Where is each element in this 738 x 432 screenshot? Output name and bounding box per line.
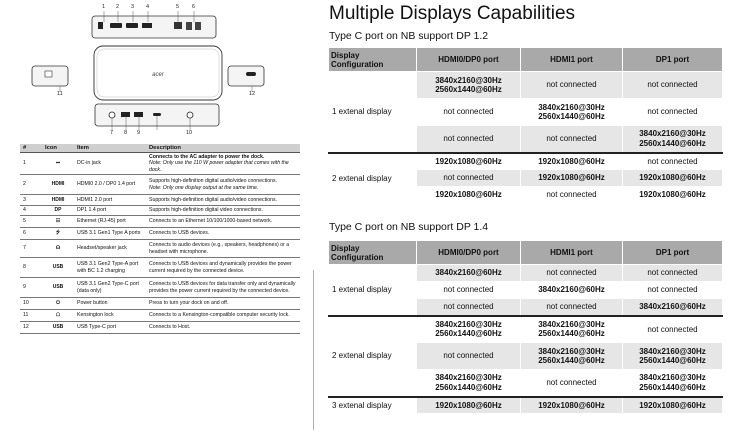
display-config-label: 2 extenal display xyxy=(329,316,417,397)
capability-row xyxy=(329,397,723,414)
port-description-main: Connects to USB devices and dynamically provides the power current required by the connected device. xyxy=(149,261,292,274)
port-description xyxy=(146,278,300,298)
port-number: 8 xyxy=(20,258,42,278)
port-description xyxy=(146,216,300,228)
port-row xyxy=(20,153,300,175)
port-resolution: 1920x1080@60Hz xyxy=(623,397,723,414)
port-resolution: 1920x1080@60Hz xyxy=(417,153,521,170)
header-dp1: DP1 port xyxy=(623,48,723,72)
kensington-lock-icon: ☖ xyxy=(42,310,74,322)
port-resolution: 3840x2160@30Hz 2560x1440@60Hz xyxy=(417,72,521,99)
port-number: 11 xyxy=(20,310,42,322)
ethernet-icon: ☷ xyxy=(42,216,74,228)
port-item: Kensington lock xyxy=(74,310,146,322)
displayport-icon: DP xyxy=(42,206,74,216)
port-status-not-connected: not connected xyxy=(623,316,723,343)
port-resolution: 1920x1080@60Hz xyxy=(417,397,521,414)
capability-row xyxy=(329,153,723,170)
hdmi-icon: HDMI xyxy=(42,175,74,195)
port-resolution: 3840x2160@60Hz xyxy=(417,265,521,282)
port-status-not-connected: not connected xyxy=(623,99,723,126)
port-description-main: Supports high-definition digital audio/video connections. xyxy=(149,196,278,203)
callout-12: 12 xyxy=(249,91,256,97)
port-table xyxy=(20,144,300,334)
dock-illustration xyxy=(0,0,322,142)
port-status-not-connected: not connected xyxy=(417,282,521,299)
port-description-main: Connects to audio devices (e.g., speakers, headphones) or a headset with microphone. xyxy=(149,242,290,255)
port-description xyxy=(146,175,300,195)
capability-table-dp14 xyxy=(328,240,723,414)
col-icon-header: Icon xyxy=(42,144,74,153)
port-status-not-connected: not connected xyxy=(417,299,521,316)
port-status-not-connected: not connected xyxy=(623,282,723,299)
dock-right-view xyxy=(228,66,264,92)
port-description xyxy=(146,153,300,175)
port-description xyxy=(146,206,300,216)
port-number: 6 xyxy=(20,228,42,240)
port-description xyxy=(146,298,300,310)
dock-rear-view xyxy=(92,11,216,38)
port-resolution: 3840x2160@30Hz 2560x1440@60Hz xyxy=(623,343,723,370)
dock-top-view xyxy=(94,46,222,100)
port-status-not-connected: not connected xyxy=(417,343,521,370)
port-item: DC-in jack xyxy=(74,153,146,175)
port-number: 9 xyxy=(20,278,42,298)
header-hdmi1: HDMI1 port xyxy=(521,48,623,72)
port-status-not-connected: not connected xyxy=(521,72,623,99)
header-hdmi0-dp0: HDMI0/DP0 port xyxy=(417,48,521,72)
port-item: Power button xyxy=(74,298,146,310)
port-item: USB Type-C port xyxy=(74,322,146,334)
port-status-not-connected: not connected xyxy=(623,153,723,170)
port-resolution: 1920x1080@60Hz xyxy=(521,170,623,187)
callout-1: 1 xyxy=(102,4,106,10)
section-title-dp12: Type C port on NB support DP 1.2 xyxy=(329,30,489,42)
port-resolution: 3840x2160@30Hz 2560x1440@60Hz xyxy=(521,343,623,370)
power-icon: ⏻ xyxy=(42,298,74,310)
acer-logo: acer xyxy=(152,72,164,78)
port-description xyxy=(146,228,300,240)
port-description-main: Supports high-definition digital video connections. xyxy=(149,207,263,214)
port-status-not-connected: not connected xyxy=(417,126,521,153)
port-item: Ethernet (RJ-45) port xyxy=(74,216,146,228)
port-description-main: Connects to USB devices. xyxy=(149,230,210,237)
port-resolution: 3840x2160@30Hz 2560x1440@60Hz xyxy=(623,370,723,397)
display-config-label: 1 extenal display xyxy=(329,72,417,153)
column-divider xyxy=(313,270,314,430)
callout-7: 7 xyxy=(110,130,114,136)
callout-4: 4 xyxy=(146,4,150,10)
usb-icon: ⭍ xyxy=(42,228,74,240)
capability-header-row xyxy=(329,241,723,265)
capability-header-row xyxy=(329,48,723,72)
col-item-header: Item xyxy=(74,144,146,153)
port-status-not-connected: not connected xyxy=(417,99,521,126)
port-row xyxy=(20,195,300,206)
port-description-main: Connects to the AC adapter to power the dock. xyxy=(149,154,265,161)
hdmi-icon: HDMI xyxy=(42,195,74,206)
port-row xyxy=(20,278,300,298)
port-status-not-connected: not connected xyxy=(521,265,623,282)
port-description-main: Connects to a Kensington-compatible computer security lock. xyxy=(149,312,290,319)
port-status-not-connected: not connected xyxy=(623,72,723,99)
port-item: Headset/speaker jack xyxy=(74,240,146,258)
display-config-label: 2 extenal display xyxy=(329,153,417,204)
port-row xyxy=(20,228,300,240)
port-resolution: 3840x2160@30Hz 2560x1440@60Hz xyxy=(521,99,623,126)
port-row xyxy=(20,206,300,216)
port-resolution: 1920x1080@60Hz xyxy=(521,397,623,414)
page-title: Multiple Displays Capabilities xyxy=(329,3,576,24)
usb-c-icon: USB xyxy=(42,322,74,334)
header-hdmi0-dp0: HDMI0/DP0 port xyxy=(417,241,521,265)
callout-2: 2 xyxy=(116,4,120,10)
callout-10: 10 xyxy=(186,130,193,136)
port-description xyxy=(146,240,300,258)
port-description-note: Note: Only use the 110 W power adapter that comes with the dock. xyxy=(149,160,289,173)
port-item: HDMI1 2.0 port xyxy=(74,195,146,206)
port-item: USB 3.1 Gen2 Type-A port with BC 1.2 charging xyxy=(74,258,146,278)
port-description-main: Connects to an Ethernet 10/100/1000-based network. xyxy=(149,218,273,225)
header-dp1: DP1 port xyxy=(623,241,723,265)
callout-9: 9 xyxy=(137,130,141,136)
port-number: 2 xyxy=(20,175,42,195)
port-row xyxy=(20,216,300,228)
usb-charge-icon: USB xyxy=(42,258,74,278)
capability-row xyxy=(329,72,723,99)
port-description xyxy=(146,310,300,322)
port-row xyxy=(20,310,300,322)
capability-row xyxy=(329,316,723,343)
header-display-config: Display Configuration xyxy=(329,241,417,265)
port-item: USB 3.1 Gen2 Type-C port (data only) xyxy=(74,278,146,298)
port-row xyxy=(20,258,300,278)
port-resolution: 1920x1080@60Hz xyxy=(521,153,623,170)
port-resolution: 1920x1080@60Hz xyxy=(623,170,723,187)
port-number: 12 xyxy=(20,322,42,334)
port-status-not-connected: not connected xyxy=(623,265,723,282)
port-resolution: 3840x2160@30Hz 2560x1440@60Hz xyxy=(417,370,521,397)
port-description-note: Note: Only one display output at the same time. xyxy=(149,184,259,191)
port-table-header xyxy=(20,144,300,153)
port-row xyxy=(20,322,300,334)
port-description-main: Supports high-definition digital audio/video connections. xyxy=(149,178,278,185)
port-row xyxy=(20,175,300,195)
port-status-not-connected: not connected xyxy=(417,170,521,187)
port-number: 7 xyxy=(20,240,42,258)
callout-6: 6 xyxy=(192,4,196,10)
port-description-main: Press to turn your dock on and off. xyxy=(149,300,229,307)
port-description xyxy=(146,322,300,334)
dock-left-view xyxy=(32,66,68,92)
port-status-not-connected: not connected xyxy=(521,126,623,153)
port-item: DP1 1.4 port xyxy=(74,206,146,216)
port-status-not-connected: not connected xyxy=(521,299,623,316)
display-config-label: 3 extenal display xyxy=(329,397,417,414)
port-number: 3 xyxy=(20,195,42,206)
callout-3: 3 xyxy=(131,4,135,10)
port-row xyxy=(20,240,300,258)
capability-row xyxy=(329,265,723,282)
port-resolution: 3840x2160@30Hz 2560x1440@60Hz xyxy=(521,316,623,343)
port-number: 10 xyxy=(20,298,42,310)
port-number: 5 xyxy=(20,216,42,228)
port-resolution: 1920x1080@60Hz xyxy=(417,187,521,204)
header-display-config: Display Configuration xyxy=(329,48,417,72)
usb-charge-icon: USB xyxy=(42,278,74,298)
col-num-header: # xyxy=(20,144,42,153)
port-item: HDMI0 2.0 / DP0 1.4 port xyxy=(74,175,146,195)
port-description-main: Connects to Host. xyxy=(149,324,191,331)
port-status-not-connected: not connected xyxy=(521,370,623,397)
port-number: 1 xyxy=(20,153,42,175)
port-table-body xyxy=(20,153,300,334)
header-hdmi1: HDMI1 port xyxy=(521,241,623,265)
port-status-not-connected: not connected xyxy=(521,187,623,204)
display-config-label: 1 extenal display xyxy=(329,265,417,316)
port-item: USB 3.1 Gen1 Type A ports xyxy=(74,228,146,240)
port-row xyxy=(20,298,300,310)
port-resolution: 1920x1080@60Hz xyxy=(623,187,723,204)
port-resolution: 3840x2160@30Hz 2560x1440@60Hz xyxy=(417,316,521,343)
port-resolution: 3840x2160@30Hz 2560x1440@60Hz xyxy=(623,126,723,153)
dock-diagram xyxy=(0,0,322,142)
dock-front-view xyxy=(95,104,219,130)
port-resolution: 3840x2160@60Hz xyxy=(623,299,723,316)
callout-8: 8 xyxy=(124,130,128,136)
port-description xyxy=(146,195,300,206)
capability-table-dp12 xyxy=(328,47,723,204)
headset-icon: ☊ xyxy=(42,240,74,258)
port-resolution: 3840x2160@60Hz xyxy=(521,282,623,299)
port-description-main: Connects to USB devices for data transfer only and dynamically provides the power current required by the connected device. xyxy=(149,281,296,294)
callout-11: 11 xyxy=(57,91,63,97)
callout-5: 5 xyxy=(176,4,180,10)
capability-body-dp12 xyxy=(329,72,723,204)
port-number: 4 xyxy=(20,206,42,216)
capability-body-dp14 xyxy=(329,265,723,414)
dc-in-icon: ⎓ xyxy=(42,153,74,175)
port-description xyxy=(146,258,300,278)
section-title-dp14: Type C port on NB support DP 1.4 xyxy=(329,221,489,233)
col-desc-header: Description xyxy=(146,144,300,153)
